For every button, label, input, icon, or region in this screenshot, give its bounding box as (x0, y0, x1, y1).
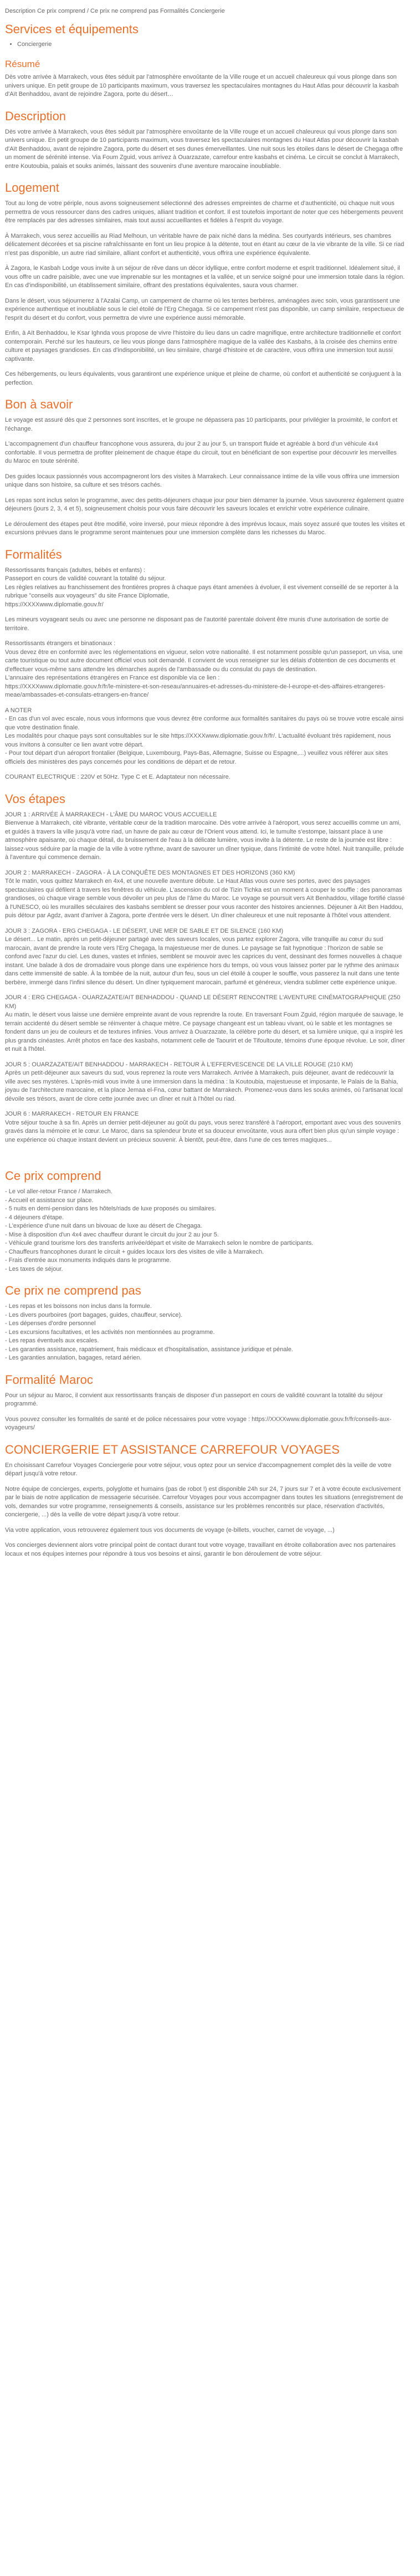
logement-paragraph: Enfin, à Aït Benhaddou, le Ksar Ighnda vous propose de vivre l'histoire du lieu dans un cadre magnifique, entre architecture traditionnelle et confort contemporain. Perché sur les hauteurs, ce lieu vous plonge dans l'atmosphère magique de la vallée des Kasbahs, à la croisée des chemins entre culture et paysages grandioses. En cas d'indisponibilité, un lieu similaire, chargé d'histoire et de caractère, vous offrira une immersion tout aussi captivante. (5, 330, 401, 362)
etape-title: JOUR 6 : MARRAKECH - RETOUR EN FRANCE (5, 1111, 139, 1117)
etape-title: JOUR 2 : MARRAKECH - ZAGORA - À LA CONQUÊTE DES MONTAGNES ET DES HORIZONS (360 KM) (5, 869, 295, 876)
etape-text: Au matin, le désert vous laisse une dernière empreinte avant de vous reprendre la route. En traversant Foum Zguid, région marquée de sauvage, le terrain accidenté du désert semble se réinventer à chaque mètre. Ce paysage changeant est un tableau vivant, où le sable et les montagnes se fondent dans un jeu de couleurs et de textures infinies. Vous arrivez à Ouarzazate, la célèbre porte du désert, et sa lumière unique, qui a inspiré les plus grands cinéastes. Arrêt photos en face des kasbahs, notamment celle de Taourirt et de Tifoultoute, témoins d'une époque révolue. Le soir, dîner et nuit à l'hôtel. (5, 1011, 405, 1052)
logement-paragraph: Dans le désert, vous séjournerez à l'Azalai Camp, un campement de charme où les tentes berbères, aménagées avec soin, vous garantissent une expérience authentique et inoubliable sous le ciel étoilé de l'Erg Chegaga. Si ce campement n'est pas disponible, un camp similaire, respectueux de l'esprit du désert et du confort, vous permettra de vivre une expérience aussi mémorable. (5, 297, 404, 321)
logement-paragraph: Tout au long de votre périple, nous avons soigneusement sélectionné des adresses empreintes de charme et d'authenticité, où chaque nuit vous permettra de vous ressourcer dans des cadres uniques, alliant tradition et confort. Il est toutefois important de noter que ces hébergements peuvent être remplacés par des adresses similaires, mais tout aussi accueillantes et fidèles à l'esprit du voyage. (5, 200, 403, 224)
prix-ne-comprend-item: - Les divers pourboires (port bagages, guides, chauffeur, service). (5, 1311, 183, 1318)
logement-paragraph: À Marrakech, vous serez accueillis au Riad Melhoun, un véritable havre de paix niché dans la médina. Ses courtyards intérieurs, ses chambres délicatement décorées et sa piscine rafraîchissante en font un lieu propice à la détente, tout en étant au cœur de la vie vibrante de la ville. Si ce riad n'est pas disponible, un autre riad similaire, alliant confort et authenticité, vous offrira une expérience équivalente. (5, 232, 404, 257)
bon-a-savoir-title: Bon à savoir (5, 397, 73, 411)
formalites-line: - Pour tout départ d'un aéroport frontalier (Belgique, Luxembourg, Pays-Bas, Allemagne, Suisse ou Espagne,...) veuillez vous référer aux sites officiels des ministères des pays concernés pour les conditions de départ et de retour. (5, 750, 388, 765)
formalites-block-etrangers (5, 640, 405, 700)
etape-text: Votre séjour touche à sa fin. Après un dernier petit-déjeuner au goût du pays, vous serez transféré à l'aéroport, emportant avec vous des souvenirs gravés dans la mémoire et le cœur. Le Maroc, dans sa splendeur brute et sa douceur envoûtante, vous aura offert bien plus qu'un simple voyage : une expérience où chaque instant devient un précieux souvenir. À bientôt, peut-être, dans l'une de ces terres magiques... (5, 1119, 401, 1143)
formalite-maroc-paragraph: Pour un séjour au Maroc, il convient aux ressortissants français de disposer d'un passeport en cours de validité couvrant la totalité du séjour programmé. (5, 1392, 383, 1407)
logement-paragraph: À Zagora, le Kasbah Lodge vous invite à un séjour de rêve dans un décor idyllique, entre confort moderne et esprit traditionnel. Idéalement situé, il vous offre un cadre paisible, avec une vue imprenable sur les montagnes et la vallée, et un service soigné pour une immersion totale dans la région. En cas d'indisponibilité, un établissement similaire, offrant des prestations équivalentes, saura vous charmer. (5, 265, 405, 289)
etape-text: Après un petit-déjeuner aux saveurs du sud, vous reprenez la route vers Marrakech. Arrivée à Marrakech, puis déjeuner, avant de redécouvrir la ville avec ses mystères. L'après-midi vous invite à une immersion dans la médina : la Koutoubia, majestueuse et imposante, le Palais de la Bahia, joyau de l'architecture marocaine, et la place Jemaa el-Fna, cœur battant de Marrakech. Promenez-vous dans les souks animés, où l'artisanat local dévoile ses trésors, avant de clore cette journée avec un dîner et nuit à l'hôtel ou riad. (5, 1070, 403, 1102)
formalites-line: Les modalités pour chaque pays sont consultables sur le site https://XXXXwww.diplomatie.gouv.fr/fr/. L'actualité évoluant très rapidement, nous vous invitons à consulter ce lien avant votre départ. (5, 733, 391, 748)
formalites-line: Vous devez être en conformité avec les réglementations en vigueur, selon votre nationalité. Il est notamment possible qu'un passeport, un visa, une carte touristique ou tout autre document officiel vous soit demandé. Il convient de vous renseigner sur les délais d'obtention de ces documents et d'effectuer vous-même sans attendre les démarches auprès de l'ambassade ou du consulat du pays de destination. (5, 648, 403, 673)
etape-item (5, 1110, 405, 1144)
prix-ne-comprend-item: - Les excursions facultatives, et les activités non mentionnées au programme. (5, 1328, 215, 1336)
logement-title: Logement (5, 181, 59, 195)
formalites-block-mineurs (5, 616, 405, 633)
formalites-title: Formalités (5, 547, 62, 561)
etape-text: Bienvenue à Marrakech, cité vibrante, véritable cœur de la tradition marocaine. Dès votre arrivée à l'aéroport, vous serez accueillis comme un ami, et guidés à travers la ville jusqu'à votre riad, un havre de paix au cœur de l'Orient vous attend. Ici, le tumulte s'estompe, laissant place à une atmosphère apaisante, où chaque détail, du bruissement de l'eau à la délicate lumière, vous invite à la détente. Le reste de la journée est libre : laissez-vous séduire par la magie de la ville à votre rythme, avant de savourer un dîner typique, dans l'intimité de votre hôtel. Nuit tranquille, prélude à l'aventure qui commence demain. (5, 820, 404, 861)
etape-item (5, 994, 405, 1054)
formalite-maroc-title: Formalité Maroc (5, 1372, 93, 1387)
prix-comprend-item: - L'expérience d'une nuit dans un bivouac de luxe au désert de Chegaga. (5, 1223, 202, 1229)
formalites-link[interactable]: https://XXXXwww.diplomatie.gouv.fr/ (5, 601, 104, 608)
conciergerie-paragraph: En choisissant Carrefour Voyages Conciergerie pour votre séjour, vous optez pour un service d'accompagnement complet dès la veille de votre départ jusqu'à votre retour. (5, 1461, 392, 1477)
conciergerie-paragraph: Via votre application, vous retrouverez également tous vos documents de voyage (e-billets, voucher, carnet de voyage, ...) (5, 1526, 335, 1534)
formalites-line: Les règles relatives au franchissement des frontières propres à chaque pays étant amenées à évoluer, il est vivement conseillé de se reporter à la rubrique "conseils aux voyageurs" du site France Diplomatie, (5, 584, 398, 599)
resume-text: Dès votre arrivée à Marrakech, vous êtes séduit par l'atmosphère envoûtante de la Ville rouge et un accueil chaleureux qui vous plonge dans son univers unique. En petit groupe de 10 participants maximum, vous traversez les spectaculaires montagnes du Haut Atlas pour découvrir la kasbah d'Aït Benhaddou, avant de rejoindre Zagora, porte du désert… (5, 74, 399, 98)
formalites-block-francais (5, 566, 405, 610)
formalites-line: Ressortissants français (adultes, bébés et enfants) : (5, 566, 146, 574)
formalites-line: COURANT ELECTRIQUE : 220V et 50Hz. Type C et E. Adaptateur non nécessaire. (5, 774, 231, 780)
services-item: • Conciergerie (17, 41, 405, 48)
formalites-line: Passeport en cours de validité couvrant la totalité du séjour. (5, 575, 166, 582)
formalites-line: A NOTER (5, 707, 32, 714)
etape-item (5, 927, 405, 988)
prix-comprend-item: - Chauffeurs francophones durant le circuit + guides locaux lors des visites de ville à Marrakech. (5, 1248, 264, 1255)
bon-a-savoir-paragraph: Des guides locaux passionnés vous accompagneront lors des visites à Marrakech. Leur connaissance intime de la ville vous offrira une immersion unique dans son histoire, sa culture et ses trésors cachés. (5, 473, 399, 488)
bon-a-savoir-paragraph: Le voyage est assuré dès que 2 personnes sont inscrites, et le groupe ne dépassera pas 10 participants, pour privilégier la proximité, le confort et l'échange. (5, 417, 398, 432)
etape-title: JOUR 4 : ERG CHEGAGA - OUARZAZATE/AIT BENHADDOU - QUAND LE DÉSERT RENCONTRE L'AVENTURE CINÉMATOGRAPHIQUE (250 KM) (5, 994, 401, 1010)
prix-comprend-title: Ce prix comprend (5, 1169, 101, 1183)
prix-comprend-item: - 5 nuits en demi-pension dans les hôtels/riads de luxe proposés ou similaires. (5, 1205, 216, 1212)
etape-text: Tôt le matin, vous quittez Marrakech en 4x4, et une nouvelle aventure débute. Le Haut Atlas vous ouvre ses portes, avec des paysages spectaculaires qui défilent à travers les fenêtres du véhicule. L'ascension du col de Tizin Tichka est un moment à couper le souffle : des panoramas grandioses, où chaque virage semble vous dévoiler un peu plus de l'âme du Maroc. Le voyage se poursuit vers Aït Benhaddou, village fortifié classé à l'UNESCO, où les murailles séculaires des kasbahs semblent se dresser pour vous raconter des histoires anciennes. Déjeuner à Aït Ben Haddou, puis détour par Agdz, avant d'arriver à Zagora, porte d'entrée vers le désert. Un dîner chaleureux et une nuit reposante à l'hôtel vous attendent. (5, 878, 405, 919)
resume-title: Résumé (5, 59, 40, 69)
conciergerie-paragraph: Notre équipe de concierges, experts, polyglotte et humains (pas de robot !) est disponible 24h sur 24, 7 jours sur 7 et à votre écoute exclusivement par le biais de notre application de messagerie sécurisée. Carrefour Voyages pour vous accompagner dans toutes les situations (enregistrement de vols, demandes sur votre programme, renseignements & conseils, assistance sur les problèmes rencontrés sur place, réservation d'activités, conciergerie, ...) dès la veille de votre départ jusqu'à votre retour. (5, 1485, 403, 1518)
prix-comprend-item: - Accueil et assistance sur place. (5, 1197, 94, 1204)
breadcrumb: Description Ce prix comprend / Ce prix ne comprend pas Formalités Conciergerie (5, 8, 225, 14)
conciergerie-title: CONCIERGERIE ET ASSISTANCE CARREFOUR VOYAGES (5, 1442, 340, 1456)
bon-a-savoir-paragraph: Le déroulement des étapes peut être modifié, voire inversé, pour mieux répondre à des imprévus locaux, mais soyez assuré que toutes les visites et excursions prévues dans le programme seront maintenues pour une immersion complète dans les richesses du Maroc. (5, 520, 405, 536)
bon-a-savoir-paragraph: L'accompagnement d'un chauffeur francophone vous assurera, du jour 2 au jour 5, un transport fluide et agréable à bord d'un véhicule 4x4 confortable. Il vous permettra de profiter pleinement de chaque étape du circuit, tout en bénéficiant de son expertise pour découvrir les merveilles du Maroc en toute sérénité. (5, 441, 397, 464)
prix-ne-comprend-item: - Les repas éventuels aux escales. (5, 1337, 99, 1344)
formalites-line: - En cas d'un vol avec escale, nous vous informons que vous devrez être conforme aux formalités sanitaires du pays où se trouve votre escale ainsi que votre destination finale. (5, 715, 404, 731)
prix-comprend-item: - Mise à disposition d'un 4x4 avec chauffeur durant le circuit du jour 2 au jour 5. (5, 1231, 219, 1238)
formalites-line: Les mineurs voyageant seuls ou avec une personne ne disposant pas de l'autorité parentale doivent être munis d'une autorisation de sortie de territoire. (5, 616, 389, 632)
formalites-line: L'annuaire des représentations étrangères en France est disponible via ce lien : (5, 674, 220, 681)
prix-comprend-item: - Véhicule grand tourisme lors des transferts arrivée/départ et visite de Marrakech selon le nombre de participants. (5, 1240, 314, 1246)
formalites-link[interactable]: https://XXXXwww.diplomatie.gouv.fr/fr/le-ministere-et-son-reseau/annuaires-et-adresses-du-ministere-de-l-europe-et-des-affaires-etrangeres-meae/ambassades-et-consulats-etrangers-en-france/ (5, 683, 386, 698)
logement-paragraph: Ces hébergements, ou leurs équivalents, vous garantiront une expérience unique et pleine de charme, où confort et authenticité se conjuguent à la perfection. (5, 371, 401, 386)
prix-ne-comprend-title: Ce prix ne comprend pas (5, 1284, 141, 1297)
prix-ne-comprend-item: - Les repas et les boissons non inclus dans la formule. (5, 1303, 152, 1310)
spacer (5, 1151, 405, 1159)
description-title: Description (5, 109, 66, 123)
etape-title: JOUR 5 : OUARZAZATE/AIT BENHADDOU - MARRAKECH - RETOUR À L'EFFERVESCENCE DE LA VILLE ROUGE (210 KM) (5, 1061, 353, 1068)
description-paragraph: Dès votre arrivée à Marrakech, vous êtes séduit par l'atmosphère envoûtante de la Ville rouge et un accueil chaleureux qui vous plonge dans son univers unique. En petit groupe de 10 participants maximum, vous traversez les spectaculaires montagnes du Haut Atlas pour découvrir la kasbah d'Aït Benhaddou, avant de rejoindre Zagora, porte du désert et ses dunes émerveillantes. Une nuit sous les étoiles dans le désert de Chegaga offre un moment de sérénité intense. Via Foum Zguid, vous arrivez à Ouarzazate, carrefour entre kasbahs et cinéma. Le circuit se conclut à Marrakech, entre Koutoubia, palais et souks animés, laissant des souvenirs d'une aventure marocaine inoubliable. (5, 128, 403, 170)
prix-comprend-item: - Les taxes de séjour. (5, 1265, 63, 1272)
etape-item (5, 811, 405, 862)
formalite-maroc-paragraph: Vous pouvez consulter les formalités de santé et de police nécessaires pour votre voyage : https://XXXXwww.diplomatie.gouv.fr/fr/conseils-aux-voyageurs/ (5, 1415, 392, 1431)
conciergerie-paragraph: Vos concierges deviennent alors votre principal point de contact durant tout votre voyage, travaillant en étroite collaboration avec nos partenaires locaux et nos équipes internes pour répondre à tous vos besoins et ainsi, garantir le bon déroulement de votre séjour. (5, 1542, 396, 1557)
prix-ne-comprend-item: - Les garanties assistance, rapatriement, frais médicaux et d'hospitalisation, assistance juridique et pénale. (5, 1346, 293, 1353)
formalites-block-a-noter (5, 707, 405, 767)
prix-comprend-list (5, 1188, 405, 1274)
etape-item (5, 1061, 405, 1104)
prix-comprend-item: - Frais d'entrée aux monuments indiqués dans le programme. (5, 1257, 171, 1264)
bon-a-savoir-paragraph: Les repas sont inclus selon le programme, avec des petits-déjeuners chaque jour pour bien démarrer la journée. Vous savourerez également quatre déjeuners (jours 2, 3, 4 et 5), soigneusement choisis pour vous faire découvrir les saveurs locales et enrichir votre expérience culinaire. (5, 497, 404, 512)
etape-title: JOUR 3 : ZAGORA - ERG CHEGAGA - LE DÉSERT, UNE MER DE SABLE ET DE SILENCE (160 KM) (5, 927, 284, 934)
prix-comprend-item: - Le vol aller-retour France / Marrakech. (5, 1188, 112, 1195)
formalites-block-courant (5, 773, 405, 782)
services-list (5, 41, 405, 48)
formalites-line: Ressortissants étrangers et binationaux : (5, 640, 116, 647)
etapes-title: Vos étapes (5, 791, 65, 806)
prix-ne-comprend-list (5, 1302, 405, 1363)
etape-text: Le désert... Le matin, après un petit-déjeuner partagé avec des saveurs locales, vous partez explorer Zagora, ville tranquille au cœur du sud marocain, avant de prendre la route vers l'Erg Chegaga, la majestueuse mer de dunes. Le paysage se fait hypnotique : l'horizon de sable se confond avec l'azur du ciel. Les dunes, vastes et infinies, semblent se mouvoir avec les caprices du vent, dessinant des formes nouvelles à chaque instant. Une balade à dos de dromadaire vous plonge dans une expérience hors du temps, où vous vous laissez porter par le rythme des animaux dans cette immensité de sable. À la tombée de la nuit, autour d'un feu, sous un ciel étoilé à couper le souffle, vous passerez la nuit dans une tente berbère, immergé dans l'infini silence du désert. Un dîner typiquement marocain, parfumé et généreux, viendra sublimer cette expérience unique. (5, 936, 402, 986)
prix-comprend-item: - 4 déjeuners d'étape. (5, 1214, 64, 1221)
etape-item (5, 869, 405, 921)
etape-title: JOUR 1 : ARRIVÉE À MARRAKECH - L'ÂME DU MAROC VOUS ACCUEILLE (5, 811, 217, 818)
prix-ne-comprend-item: - Les dépenses d'ordre personnel (5, 1320, 96, 1327)
services-title: Services et équipements (5, 22, 139, 36)
prix-ne-comprend-item: - Les garanties annulation, bagages, retard aérien. (5, 1355, 142, 1361)
